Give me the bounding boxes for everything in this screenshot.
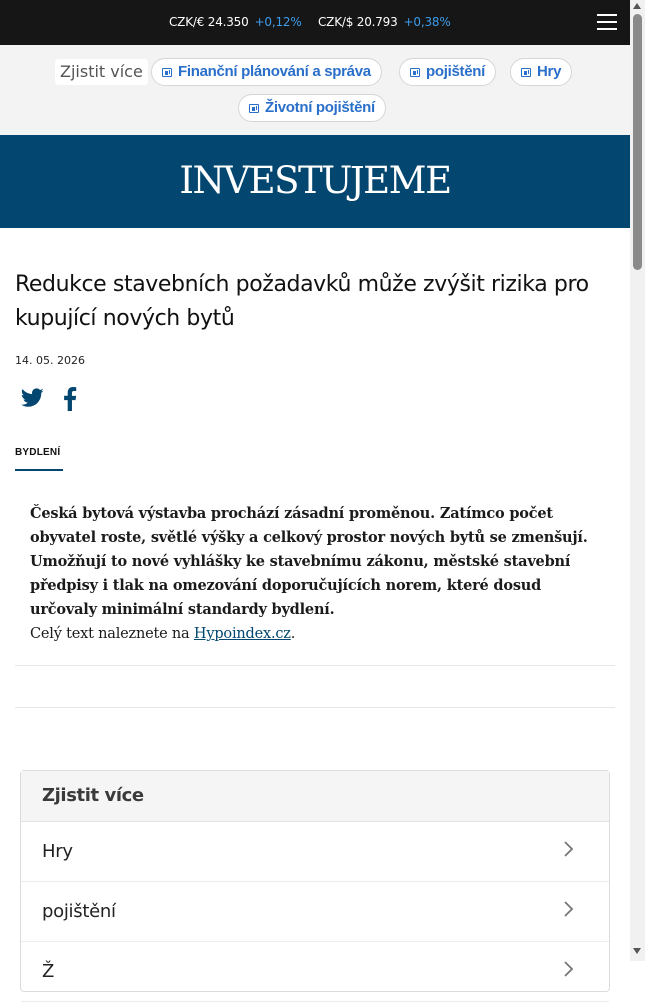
source-prefix: Celý text naleznete na xyxy=(30,626,194,642)
rate-eur xyxy=(169,15,302,29)
topic-chip-life-insurance[interactable] xyxy=(238,94,386,122)
scroll-thumb[interactable] xyxy=(633,14,642,270)
learn-more-item-games[interactable] xyxy=(21,822,609,882)
chevron-right-icon xyxy=(562,839,576,859)
article-source-line xyxy=(30,622,605,646)
chevron-right-icon xyxy=(562,959,576,979)
category-underline xyxy=(15,469,63,471)
source-suffix: . xyxy=(290,626,296,642)
topic-chip-label: Hry xyxy=(537,63,562,80)
chevron-right-icon xyxy=(562,899,576,919)
topic-chip-label: Životní pojištění xyxy=(265,99,375,116)
site-logo[interactable]: INVESTUJEME xyxy=(179,159,451,202)
topic-chip-insurance[interactable] xyxy=(399,58,496,86)
topic-chip-financial-planning[interactable] xyxy=(151,58,382,86)
related-topics-heading: Zjistit více xyxy=(55,59,148,85)
brand-banner xyxy=(0,135,630,228)
divider xyxy=(15,665,615,666)
related-topics-bar xyxy=(0,45,630,135)
article-icon xyxy=(410,68,420,77)
article-date: 14. 05. 2026 xyxy=(15,354,85,367)
rate-usd xyxy=(318,15,451,29)
article-lead: Česká bytová výstavba prochází zásadní proměnou. Zatímco počet obyvatel roste, světlé výšky a celkový prostor nových bytů se zmenšují. Umožňují to nové vyhlášky ke stavebnímu zákonu, městské stavební předpisy i tlak na omezování doporučujících norem, které dosud určovaly minimální standardy bydlení. xyxy=(30,505,588,618)
article-category-link[interactable]: BYDLENÍ xyxy=(15,447,61,458)
article-title: Redukce stavebních požadavků může zvýšit rizika pro kupující nových bytů xyxy=(15,272,589,331)
hamburger-menu-icon[interactable] xyxy=(597,13,617,31)
article-body xyxy=(30,502,605,646)
facebook-icon[interactable] xyxy=(63,387,77,411)
learn-more-item-partial[interactable] xyxy=(21,942,609,1002)
topic-chip-label: pojištění xyxy=(426,63,485,80)
learn-more-item-label: Hry xyxy=(42,841,73,862)
learn-more-item-label: pojištění xyxy=(42,901,116,922)
currency-ticker-bar xyxy=(0,0,630,45)
learn-more-item-insurance[interactable] xyxy=(21,882,609,942)
twitter-icon[interactable] xyxy=(21,387,44,409)
article-icon xyxy=(249,104,259,113)
divider xyxy=(15,707,615,708)
source-link[interactable]: Hypoindex.cz xyxy=(193,626,291,642)
learn-more-item-label: Ž xyxy=(42,961,55,982)
rate-eur-value: CZK/€ 24.350 xyxy=(169,15,249,29)
topic-chip-games[interactable] xyxy=(510,58,572,86)
scroll-up-arrow-icon[interactable] xyxy=(633,3,641,9)
page-scrollbar[interactable] xyxy=(630,0,645,961)
rate-usd-value: CZK/$ 20.793 xyxy=(318,15,398,29)
rate-eur-change: +0,12% xyxy=(254,15,302,29)
scroll-down-arrow-icon[interactable] xyxy=(633,948,641,954)
rate-usd-change: +0,38% xyxy=(403,15,451,29)
learn-more-title: Zjistit více xyxy=(42,785,144,806)
learn-more-panel xyxy=(20,770,610,992)
topic-chip-label: Finanční plánování a správa xyxy=(178,63,371,80)
article-icon xyxy=(162,68,172,77)
article-icon xyxy=(521,68,531,77)
